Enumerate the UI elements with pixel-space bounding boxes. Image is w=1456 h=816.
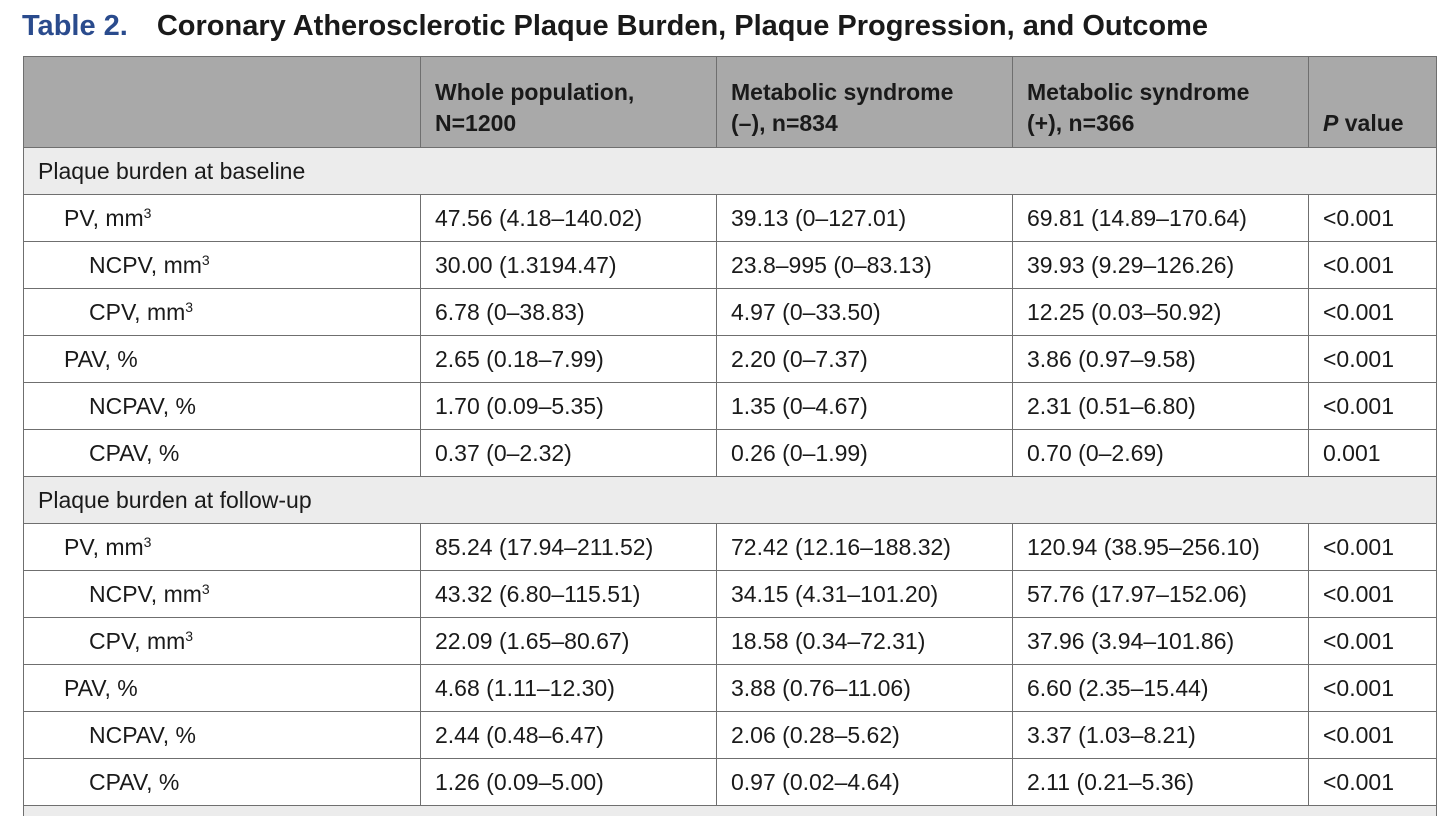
header-line: (+), n=366: [1027, 110, 1135, 136]
row-label-text: NCPAV, %: [89, 392, 196, 419]
cell-ms-negative: 72.42 (12.16–188.32): [717, 524, 1013, 571]
row-label: [24, 524, 421, 571]
cell-ms-negative: 23.8–995 (0–83.13): [717, 242, 1013, 289]
cell-ms-positive: 39.93 (9.29–126.26): [1013, 242, 1309, 289]
row-label-text: PV, mm: [64, 204, 144, 231]
cell-p-value: <0.001: [1309, 336, 1437, 383]
row-label: [24, 289, 421, 336]
cell-ms-negative: 0.97 (0.02–4.64): [717, 759, 1013, 806]
row-label: [24, 242, 421, 289]
section-row: [24, 477, 1437, 524]
cell-ms-negative: 18.58 (0.34–72.31): [717, 618, 1013, 665]
cell-p-value: 0.001: [1309, 430, 1437, 477]
p-italic: P: [1323, 110, 1339, 136]
row-label-text: PAV, %: [64, 674, 138, 701]
header-cell-p-value: [1309, 57, 1437, 148]
cell-p-value: <0.001: [1309, 712, 1437, 759]
table-row: [24, 336, 1437, 383]
unit-superscript: 3: [201, 251, 210, 268]
table-row: [24, 524, 1437, 571]
row-label-text: NCPV, mm: [89, 580, 202, 607]
cell-whole-population: 47.56 (4.18–140.02): [421, 195, 717, 242]
cell-whole-population: 43.32 (6.80–115.51): [421, 571, 717, 618]
row-label: [24, 665, 421, 712]
p-value-label: value: [1338, 110, 1404, 136]
row-label: [24, 195, 421, 242]
header-cell-ms-positive: [1013, 57, 1309, 148]
cell-p-value: <0.001: [1309, 289, 1437, 336]
cell-ms-positive: 120.94 (38.95–256.10): [1013, 524, 1309, 571]
table-number: Table 2.: [22, 9, 128, 42]
cell-whole-population: 1.26 (0.09–5.00): [421, 759, 717, 806]
table-title: Coronary Atherosclerotic Plaque Burden, Plaque Progression, and Outcome: [156, 9, 1209, 42]
section-title: Plaque burden at baseline: [24, 148, 1437, 195]
row-label-text: PAV, %: [64, 345, 138, 372]
table-caption: [22, 4, 1208, 48]
cell-ms-negative: 3.88 (0.76–11.06): [717, 665, 1013, 712]
row-label: [24, 336, 421, 383]
cell-p-value: <0.001: [1309, 195, 1437, 242]
table-row: [24, 430, 1437, 477]
section-title-partial: [24, 806, 1437, 816]
table-row: [24, 242, 1437, 289]
cell-p-value: <0.001: [1309, 383, 1437, 430]
cell-ms-positive: 6.60 (2.35–15.44): [1013, 665, 1309, 712]
header-row: [24, 57, 1437, 148]
cell-whole-population: 22.09 (1.65–80.67): [421, 618, 717, 665]
row-label-text: NCPAV, %: [89, 721, 196, 748]
row-label-text: CPV, mm: [89, 298, 186, 325]
cell-whole-population: 30.00 (1.3194.47): [421, 242, 717, 289]
cell-ms-positive: 0.70 (0–2.69): [1013, 430, 1309, 477]
cell-whole-population: 4.68 (1.11–12.30): [421, 665, 717, 712]
unit-superscript: 3: [143, 533, 152, 550]
header-cell-whole-population: [421, 57, 717, 148]
cell-ms-positive: 2.31 (0.51–6.80): [1013, 383, 1309, 430]
cell-ms-positive: 57.76 (17.97–152.06): [1013, 571, 1309, 618]
header-line: Metabolic syndrome: [1027, 79, 1250, 105]
row-label: [24, 759, 421, 806]
cell-ms-negative: 0.26 (0–1.99): [717, 430, 1013, 477]
cell-ms-positive: 3.37 (1.03–8.21): [1013, 712, 1309, 759]
cell-whole-population: 1.70 (0.09–5.35): [421, 383, 717, 430]
row-label: [24, 383, 421, 430]
row-label: [24, 712, 421, 759]
cell-ms-positive: 37.96 (3.94–101.86): [1013, 618, 1309, 665]
row-label-text: NCPV, mm: [89, 251, 202, 278]
section-title: Plaque burden at follow-up: [24, 477, 1437, 524]
section-row: [24, 148, 1437, 195]
table-row: [24, 618, 1437, 665]
table-row: [24, 571, 1437, 618]
cell-ms-positive: 2.11 (0.21–5.36): [1013, 759, 1309, 806]
cell-ms-negative: 2.20 (0–7.37): [717, 336, 1013, 383]
cell-ms-positive: 69.81 (14.89–170.64): [1013, 195, 1309, 242]
table-row: [24, 195, 1437, 242]
unit-superscript: 3: [185, 298, 194, 315]
row-label-text: CPAV, %: [89, 439, 180, 466]
row-label: [24, 571, 421, 618]
cell-whole-population: 0.37 (0–2.32): [421, 430, 717, 477]
cell-ms-negative: 39.13 (0–127.01): [717, 195, 1013, 242]
header-line: N=1200: [435, 110, 517, 136]
cell-ms-negative: 2.06 (0.28–5.62): [717, 712, 1013, 759]
cell-ms-negative: 1.35 (0–4.67): [717, 383, 1013, 430]
unit-superscript: 3: [201, 580, 210, 597]
header-line: Metabolic syndrome: [731, 79, 954, 105]
cell-ms-positive: 3.86 (0.97–9.58): [1013, 336, 1309, 383]
unit-superscript: 3: [143, 204, 152, 221]
row-label: [24, 618, 421, 665]
data-table: [23, 56, 1437, 816]
row-label: [24, 430, 421, 477]
row-label-text: CPV, mm: [89, 627, 186, 654]
cell-whole-population: 2.65 (0.18–7.99): [421, 336, 717, 383]
cell-ms-negative: 4.97 (0–33.50): [717, 289, 1013, 336]
header-line: Whole population,: [435, 79, 635, 105]
cell-p-value: <0.001: [1309, 759, 1437, 806]
table-row: [24, 665, 1437, 712]
row-label-text: CPAV, %: [89, 768, 180, 795]
table-body: [24, 148, 1437, 816]
cell-whole-population: 2.44 (0.48–6.47): [421, 712, 717, 759]
cell-whole-population: 6.78 (0–38.83): [421, 289, 717, 336]
cell-ms-negative: 34.15 (4.31–101.20): [717, 571, 1013, 618]
cell-p-value: <0.001: [1309, 665, 1437, 712]
cell-p-value: <0.001: [1309, 242, 1437, 289]
header-cell-ms-negative: [717, 57, 1013, 148]
table-row: [24, 759, 1437, 806]
header-cell-label: [24, 57, 421, 148]
unit-superscript: 3: [185, 627, 194, 644]
header-line: (–), n=834: [731, 110, 838, 136]
table-row: [24, 289, 1437, 336]
cell-ms-positive: 12.25 (0.03–50.92): [1013, 289, 1309, 336]
section-row-partial: [24, 806, 1437, 816]
cell-p-value: <0.001: [1309, 618, 1437, 665]
table-row: [24, 712, 1437, 759]
row-label-text: PV, mm: [64, 533, 144, 560]
cell-p-value: <0.001: [1309, 524, 1437, 571]
table-row: [24, 383, 1437, 430]
cell-p-value: <0.001: [1309, 571, 1437, 618]
cell-whole-population: 85.24 (17.94–211.52): [421, 524, 717, 571]
